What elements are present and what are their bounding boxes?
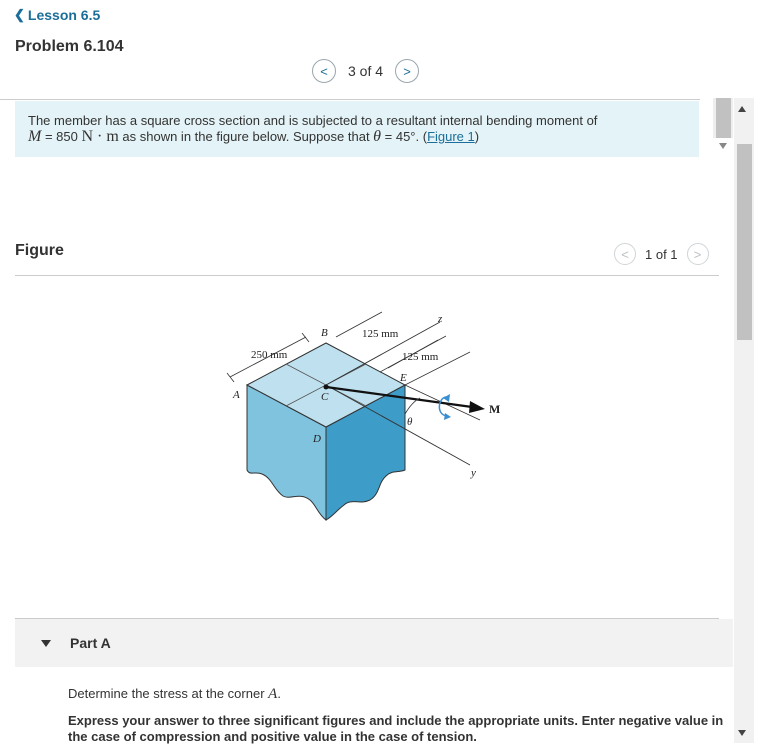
back-link-label: Lesson 6.5 [27,7,101,23]
dim-250-label: 250 mm [251,349,288,361]
moment-label: M [489,402,501,416]
part-a-question [68,686,281,703]
part-a-label[interactable]: Part A [70,635,111,651]
problem-pager-text: 3 of 4 [348,63,384,79]
dim-125-top-label: 125 mm [362,328,399,340]
figure-pager-text: 1 of 1 [645,246,678,262]
divider [0,99,700,100]
dim-125-right-label: 125 mm [402,351,439,363]
question-prefix: Determine the stress at the corner [68,686,269,701]
question-suffix: . [277,686,281,701]
inner-scroll-down-icon[interactable] [719,143,727,149]
problem-pager [312,59,419,83]
scroll-down-icon[interactable] [738,730,746,736]
part-a-instructions: Express your answer to three significant figures and include the appropriate units. Enter negative value in the case of compression and positive value in the case of tension. [68,713,724,744]
point-e-label: E [400,372,407,384]
point-b-label: B [321,327,328,339]
figure-pager [614,243,709,265]
inner-scrollbar[interactable] [713,98,733,138]
next-problem-button[interactable] [395,59,419,83]
statement-mid-text: as shown in the figure below. Suppose that [118,129,374,144]
page-scrollbar[interactable] [734,98,754,743]
point-c-label: C [321,391,329,403]
chevron-right-icon: > [693,246,702,262]
theta-label: θ [407,416,413,428]
y-axis-label: y [471,467,476,479]
prev-figure-button[interactable] [614,243,636,265]
chevron-left-icon: ❮ [14,7,25,22]
problem-statement [15,101,699,157]
z-axis-label: z [438,313,443,325]
figure-heading: Figure [15,242,64,259]
problem-title: Problem 6.104 [15,38,124,55]
divider [15,275,719,276]
problem-statement-line2 [28,129,686,145]
figure-link[interactable]: Figure 1 [427,129,475,144]
back-to-lesson-link[interactable] [14,7,100,23]
moment-unit: N · m [81,128,119,145]
corner-symbol: A [268,686,278,702]
point-d-label: D [313,433,321,445]
figure-image [220,305,510,530]
next-figure-button[interactable] [687,243,709,265]
page-scrollbar-thumb[interactable] [737,144,752,340]
close-paren: ) [474,129,480,144]
moment-symbol: M [28,128,42,145]
chevron-left-icon: < [621,246,629,262]
prev-problem-button[interactable] [312,59,336,83]
chevron-right-icon: > [403,63,411,79]
chevron-left-icon: < [320,63,328,79]
caret-down-icon[interactable] [41,640,51,647]
scroll-up-icon[interactable] [738,106,746,112]
moment-value: = 850 [41,129,82,144]
part-a-header[interactable] [15,619,733,667]
theta-symbol: θ [373,128,382,145]
inner-scrollbar-thumb[interactable] [716,98,731,138]
problem-statement-line1: The member has a square cross section and is subjected to a resultant internal bending moment of [28,113,598,128]
point-a-label: A [233,389,240,401]
theta-value: = 45°. ( [381,129,428,144]
